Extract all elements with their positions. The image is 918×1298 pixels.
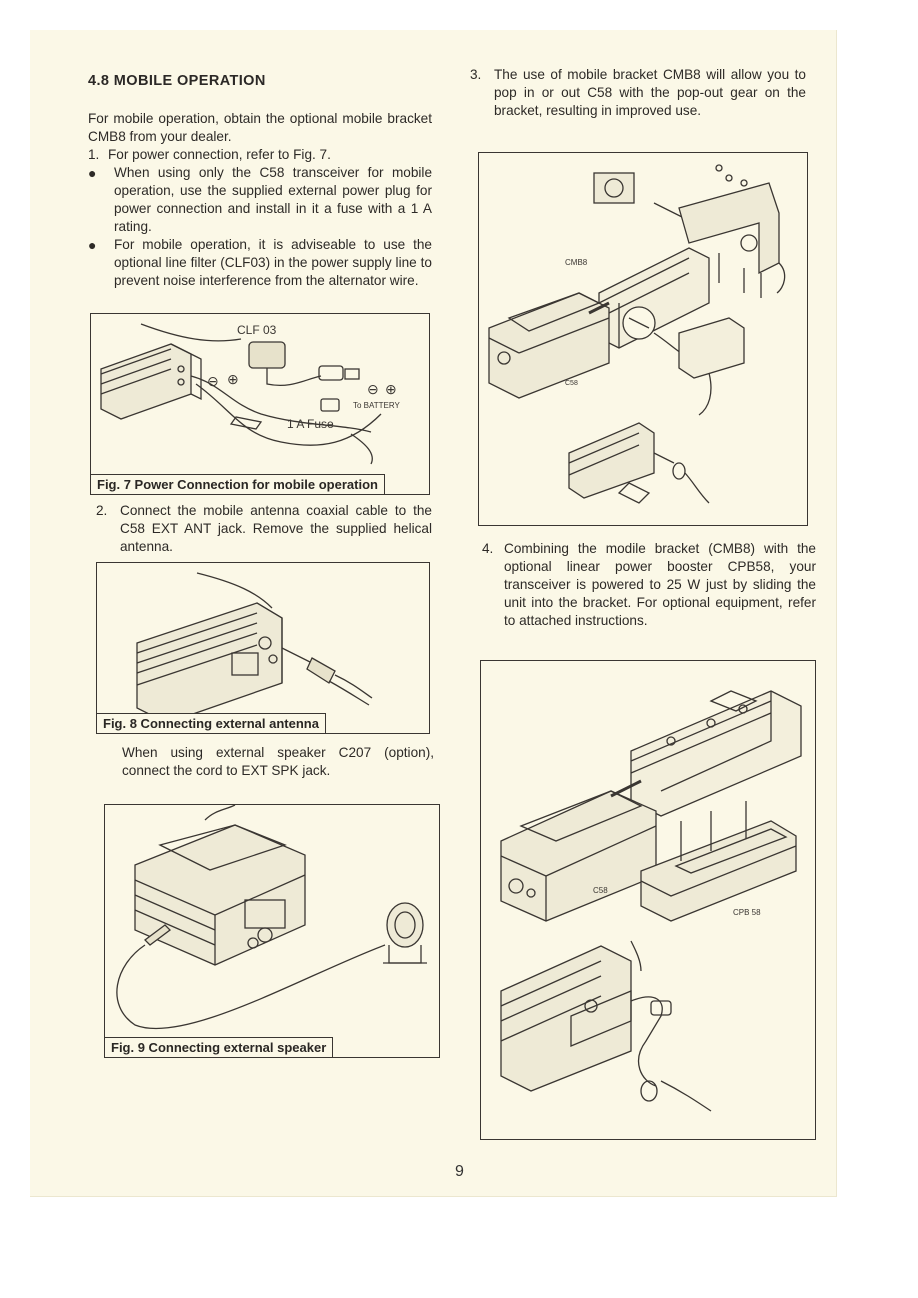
item-3-text: The use of mobile bracket CMB8 will allow you to pop in or out C58 with the pop-out gear on the bracket, resulting in improved use. [494, 67, 806, 118]
fig8-caption: Fig. 8 Connecting external antenna [97, 713, 326, 733]
fig7-caption: Fig. 7 Power Connection for mobile operation [91, 474, 385, 494]
booster-label-c58: C58 [593, 886, 608, 895]
bracket-label-cmb8: CMB8 [565, 258, 588, 267]
item-1-number: 1. [88, 147, 100, 162]
booster-illustration [481, 661, 815, 1139]
page-number: 9 [455, 1163, 464, 1180]
fig7-illustration [91, 314, 429, 494]
item-2-number: 2. [96, 503, 108, 518]
item-1 [88, 146, 432, 164]
bullet-1 [88, 164, 432, 236]
fig7-label-battery: To BATTERY [353, 401, 400, 410]
minus-terminal-icon: ⊖ [367, 381, 379, 397]
plus-terminal-icon: ⊕ [385, 381, 397, 397]
item-2-text: Connect the mobile antenna coaxial cable to the C58 EXT ANT jack. Remove the supplied helical antenna. [120, 503, 432, 554]
fig9-illustration [105, 805, 439, 1057]
fig7-label-fuse: 1 A Fuse [287, 417, 334, 431]
speaker-note: When using external speaker C207 (option), connect the cord to EXT SPK jack. [122, 745, 434, 778]
booster-label-cpb58: CPB 58 [733, 908, 761, 917]
fig9-caption: Fig. 9 Connecting external speaker [105, 1037, 333, 1057]
item-4-number: 4. [482, 541, 494, 556]
section-heading: 4.8 MOBILE OPERATION [88, 73, 266, 89]
bullet-1-text: When using only the C58 transceiver for mobile operation, use the supplied external power plug for power connection and install in it a fuse with a 1 A rating. [114, 165, 432, 234]
intro-paragraph: For mobile operation, obtain the optional mobile bracket CMB8 from your dealer. [88, 111, 432, 144]
item-1-text: For power connection, refer to Fig. 7. [108, 147, 331, 162]
left-column-text [88, 110, 432, 290]
fig8-illustration [97, 563, 429, 733]
item-2 [96, 502, 432, 556]
figure-bracket-cmb8 [478, 152, 808, 526]
figure-7-power-connection [90, 313, 430, 495]
figure-booster-cpb58 [480, 660, 816, 1140]
minus-terminal-icon: ⊖ [207, 373, 219, 389]
bracket-illustration [479, 153, 807, 525]
item-4 [482, 540, 816, 630]
bullet-2 [88, 236, 432, 290]
item-3 [470, 66, 806, 120]
item-4-text: Combining the modile bracket (CMB8) with the optional linear power booster CPB58, your transceiver is powered to 25 W just by sliding the unit into the bracket. For optional equipment, refer to attached instructions. [504, 541, 816, 628]
bracket-label-c58: C58 [565, 380, 578, 387]
bullet-2-text: For mobile operation, it is adviseable to use the optional line filter (CLF03) in the power supply line to prevent noise interference from the alternator wire. [114, 237, 432, 288]
figure-9-external-speaker [104, 804, 440, 1058]
bullet-icon: ● [88, 165, 97, 181]
bullet-icon: ● [88, 237, 97, 253]
item-3-number: 3. [470, 67, 482, 82]
figure-8-external-antenna [96, 562, 430, 734]
fig7-label-filter: CLF 03 [237, 323, 277, 337]
plus-terminal-icon: ⊕ [227, 371, 239, 387]
